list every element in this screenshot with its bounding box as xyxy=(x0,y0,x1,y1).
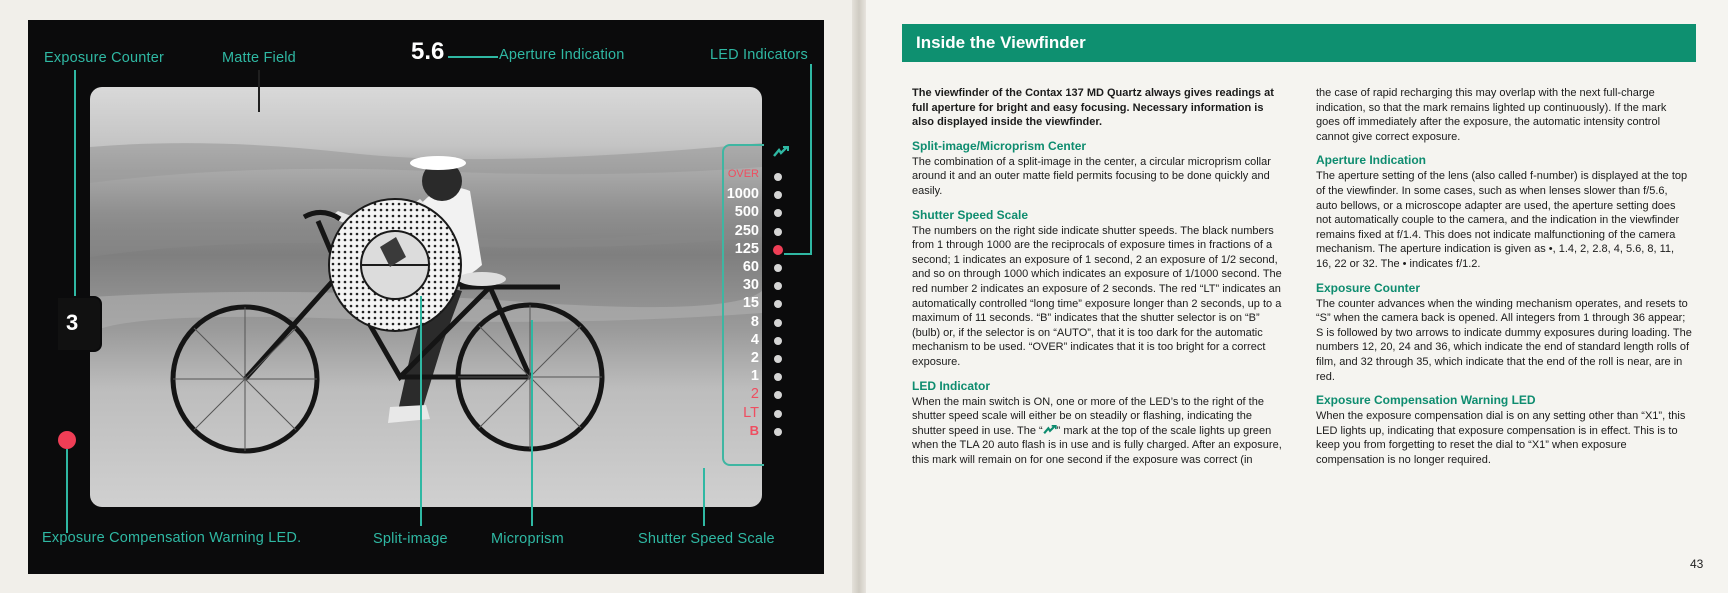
shutter-speed-label: 125 xyxy=(734,240,759,257)
shutter-speed-label: 1 xyxy=(750,368,759,385)
leader-comp-led xyxy=(66,449,68,533)
exposure-counter-window xyxy=(56,296,102,352)
shutter-led xyxy=(774,337,782,345)
exposure-counter-value: 3 xyxy=(66,310,79,335)
shutter-speed-label: B xyxy=(749,422,759,438)
viewfinder-photo xyxy=(90,87,762,507)
intro-paragraph: The viewfinder of the Contax 137 MD Quartz always gives readings at full aperture for bright and easy focusing. Necessary information is also displayed inside the viewfinder. xyxy=(912,87,1274,129)
cyclist-illustration xyxy=(90,87,762,507)
leader-led-indicators-tick xyxy=(784,253,812,255)
shutter-speed-label: 30 xyxy=(742,277,759,294)
label-exposure-counter: Exposure Counter xyxy=(44,50,165,66)
shutter-speed-label: 1000 xyxy=(726,186,759,203)
shutter-led xyxy=(774,410,782,418)
body-comp-led: When the exposure compensation dial is on any setting other than “X1”, this LED lights up, indicating that exposure compensation is in effect. This is to keep you from forgetting to reset the dial to “X1” when exposure compensation is no longer required. xyxy=(1316,410,1686,466)
label-aperture-indication: Aperture Indication xyxy=(499,47,625,63)
leader-split-image xyxy=(420,296,422,526)
page-number: 43 xyxy=(1690,557,1704,571)
shutter-speed-label: 4 xyxy=(750,331,759,348)
aperture-value: 5.6 xyxy=(411,38,445,65)
shutter-speed-label: 60 xyxy=(742,259,759,275)
label-shutter-speed-scale: Shutter Speed Scale xyxy=(638,531,775,547)
label-led-indicators: LED Indicators xyxy=(710,47,808,63)
body-aperture: The aperture setting of the lens (also called f-number) is displayed at the top of the viewfinder. In some cases, such as when lenses slower than f/5.6, auto bellows, or a microscope adapter are used, the aperture setting does not automatically couple to the camera, and the indication in the viewfinder remains fixed at f/1.4. This does not indicate malfunctioning of the camera mechanism. The aperture indication is given as •, 1.4, 2, 2.8, 4, 5.6, 8, 11, 16, 22 or 32. The • indicates f/1.2. xyxy=(1316,170,1688,270)
shutter-led xyxy=(774,228,782,236)
flash-ready-inline-icon xyxy=(1043,425,1057,435)
leader-shutter-scale xyxy=(703,468,705,526)
shutter-speed-label: LT xyxy=(743,404,759,421)
shutter-led-lit xyxy=(773,245,783,255)
text-column-right xyxy=(1316,86,1692,476)
book-gutter xyxy=(852,0,866,593)
shutter-speed-label: 2 xyxy=(750,386,759,403)
shutter-led xyxy=(774,173,782,181)
shutter-speed-label: OVER xyxy=(727,168,759,180)
heading-shutter-scale: Shutter Speed Scale xyxy=(912,207,1029,222)
leader-led-indicators xyxy=(810,64,812,254)
shutter-speed-label: 15 xyxy=(742,295,759,312)
shutter-speed-label: 2 xyxy=(750,350,759,366)
shutter-led xyxy=(774,428,782,436)
leader-matte-field xyxy=(258,70,260,112)
label-split-image: Split-image xyxy=(373,531,448,547)
body-exposure-counter: The counter advances when the winding mechanism operates, and resets to “S” when the camera back is opened. All integers from 1 through 36 appear; S is followed by two arrows to indicate dummy exposures during loading. The numbers 12, 20, 24 and 36, which indicate the end of standard length rolls of film, and 32 through 35, which indicate that the end of the roll is near, are in red. xyxy=(1316,297,1692,383)
heading-exposure-counter: Exposure Counter xyxy=(1316,280,1421,295)
label-exposure-comp-led: Exposure Compensation Warning LED. xyxy=(42,530,302,546)
leader-exposure-counter xyxy=(74,70,76,302)
shutter-led xyxy=(774,319,782,327)
body-led-part-1: When the main switch is ON, one or more of the LED’s to the right of the shutter speed scale will either be on steadily or flashing, indicating the shutter speed in use. The “ xyxy=(912,395,1264,437)
leader-microprism xyxy=(531,320,533,526)
shutter-led xyxy=(774,355,782,363)
shutter-speed-label: 500 xyxy=(734,204,759,221)
shutter-speed-label: 8 xyxy=(750,313,759,330)
heading-split-image: Split-image/Microprism Center xyxy=(912,138,1087,153)
shutter-led xyxy=(774,264,782,272)
label-matte-field: Matte Field xyxy=(222,50,296,66)
heading-aperture: Aperture Indication xyxy=(1316,153,1427,168)
body-shutter-scale: The numbers on the right side indicate shutter speeds. The black numbers from 1 through 1000 are the reciprocals of exposure times in fractions of a second; 1 indicates an exposure of 1 second, 2 an exposure of 1/2 second, and so on through 1000 which indicates an exposure of 1/1000 second. The red number 2 indicates an exposure of 2 seconds. The red “LT” indicates an automatically controlled “long time” exposure longer than 2 seconds, up to a maximum of 11 seconds. “B” indicates that the shutter selector is on “B” (bulb) or, if the selector is on “AUTO”, that it is too dark for the automatic mechanism to be used. “OVER” indicates that it is too bright for a correct exposure. xyxy=(912,224,1282,368)
heading-led-indicator: LED Indicator xyxy=(912,378,991,393)
text-column-left xyxy=(912,86,1287,476)
leader-aperture xyxy=(448,56,498,58)
label-microprism: Microprism xyxy=(491,531,564,547)
heading-comp-led: Exposure Compensation Warning LED xyxy=(1316,393,1536,408)
exposure-compensation-led xyxy=(58,431,76,449)
flash-ready-icon xyxy=(773,146,789,158)
body-led-continued: the case of rapid recharging this may overlap with the next full-charge indication, so that the mark remains lighted up continuously). If the mark goes off immediately after the exposure, the automatic intensity control cannot give correct exposure. xyxy=(1316,87,1667,143)
page-title: Inside the Viewfinder xyxy=(916,33,1086,52)
body-split-image: The combination of a split-image in the center, a circular microprism collar around it and an outer matte field permits focusing to be done quickly and easily. xyxy=(912,155,1271,197)
body-led-indicator xyxy=(912,395,1287,468)
body-led-part-2: ” mark at the top of the scale lights up green when the TLA 20 auto flash is in use and is fully charged. After an exposure, this mark will remain on for one second if the exposure was correct (in xyxy=(912,424,1282,466)
shutter-speed-label: 250 xyxy=(734,222,759,239)
